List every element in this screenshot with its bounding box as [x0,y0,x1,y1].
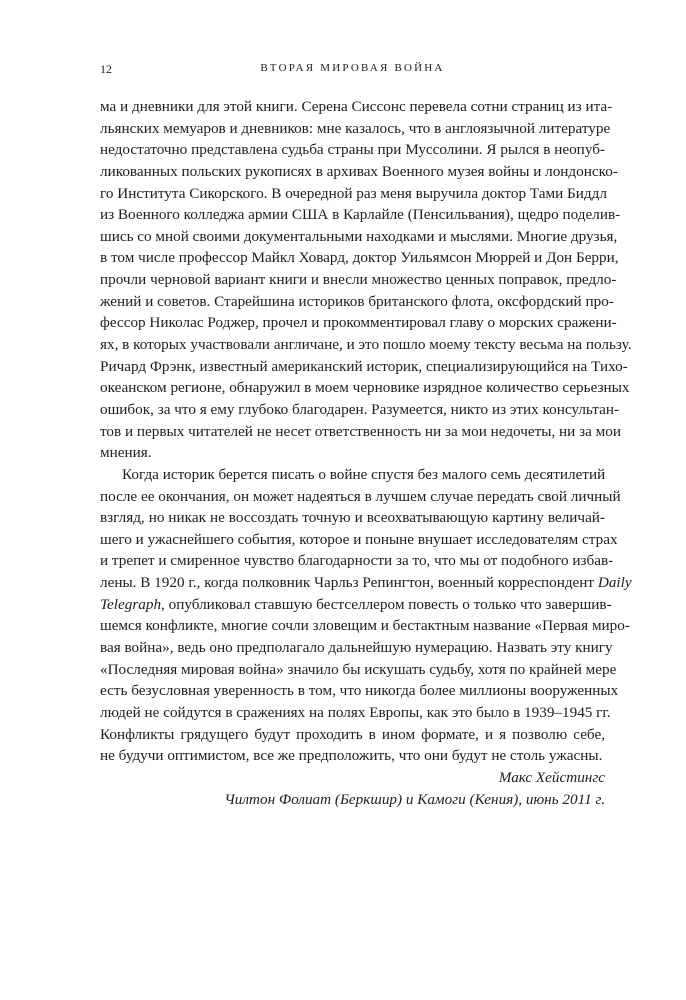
text-line: есть безусловная уверенность в том, что никогда более миллионы вооруженных [100,682,619,700]
running-title: ВТОРАЯ МИРОВАЯ ВОЙНА [260,62,445,74]
text-line: го Института Сикорского. В очередной раз меня выручила доктор Тами Биддл [100,184,607,202]
text-line [100,594,612,616]
text-line: шись со мной своими документальными находками и мыслями. Многие друзья, [100,227,618,245]
text-line: фессор Николас Роджер, прочел и прокомментировал главу о морских сражени- [100,314,617,332]
text-line: после ее окончания, он может надеяться в лучшем случае передать свой личный [100,487,621,505]
text-line: ма и дневники для этой книги. Серена Сиссонс перевела сотни страниц из ита- [100,98,613,115]
text-line: льянских мемуаров и дневников: мне казалось, что в англоязычной литературе [100,119,611,137]
paragraph-start-line: Когда историк берется писать о войне спустя без малого семь десятилетий [122,465,606,483]
text-line: и трепет и смиренное чувство благодарности за то, что мы от подобного избав- [100,552,614,570]
text-line: взгляд, но никак не воссоздать точную и всеохватывающую картину величай- [100,509,605,527]
text-line: из Военного колледжа армии США в Карлайле (Пенсильвания), щедро поделив- [100,206,621,224]
text-line: «Последняя мировая война» значило бы искушать судьбу, хотя по крайней мере [100,660,617,678]
text-line: не будучи оптимистом, все же предположить, что они будут не столь ужасны. [100,747,603,765]
text-line: в том числе профессор Майкл Ховард, доктор Уильямсон Мюррей и Дон Берри, [100,249,619,267]
text-line [100,572,632,594]
text-line: океанском регионе, обнаружил в моем черновике изрядное количество серьезных [100,379,630,397]
text-line: прочли черновой вариант книги и внесли множество ценных поправок, предло- [100,271,617,289]
text-line: Конфликты грядущего будут проходить в ином формате, и я позволю себе, [100,725,605,743]
italic-newspaper-name: Daily [597,574,632,592]
body-text [100,96,632,810]
text-line: ях, в которых участвовали англичане, и это пошло моему тексту весьма на пользу. [100,336,632,354]
italic-newspaper-name: Telegraph [100,595,162,613]
text-line: недостаточно представлена судьба страны при Муссолини. Я рылся в неопуб- [100,141,605,159]
text-line: шего и ужаснейшего события, которое и поныне внушает исследователям страх [100,530,618,548]
signature-place-date: Чилтон Фолиат (Беркшир) и Камоги (Кения), июнь 2011 г. [224,790,605,808]
text-line: вая война», ведь оно предполагало дальнейшую нумерацию. Назвать эту книгу [100,639,613,657]
page-number: 12 [100,62,112,76]
signature-author: Макс Хейстингс [498,768,605,786]
text-line: шемся конфликте, многие сочли зловещим и бестактным название «Первая миро- [100,617,630,635]
text-line: ликованных польских рукописях в архивах Военного музея войны и лондонско- [100,162,618,180]
text-fragment: лены. В 1920 г., когда полковник Чарльз Репингтон, военный корреспондент [100,574,595,592]
text-line: жений и советов. Старейшина историков британского флота, оксфордский про- [100,292,614,310]
text-fragment: , опубликовал ставшую бестселлером повесть о только что завершив- [161,595,612,613]
text-line: мнения. [100,444,152,462]
text-line: Ричард Фрэнк, известный американский историк, специализирующийся на Тихо- [100,357,628,375]
text-line: ошибок, за что я ему глубоко благодарен. Разумеется, никто из этих консультан- [100,400,620,418]
text-line: тов и первых читателей не несет ответственность ни за мои недочеты, ни за мои [100,422,621,440]
text-line: людей не сойдутся в сражениях на полях Европы, как это было в 1939–1945 гг. [100,703,611,721]
page-header [100,62,605,82]
